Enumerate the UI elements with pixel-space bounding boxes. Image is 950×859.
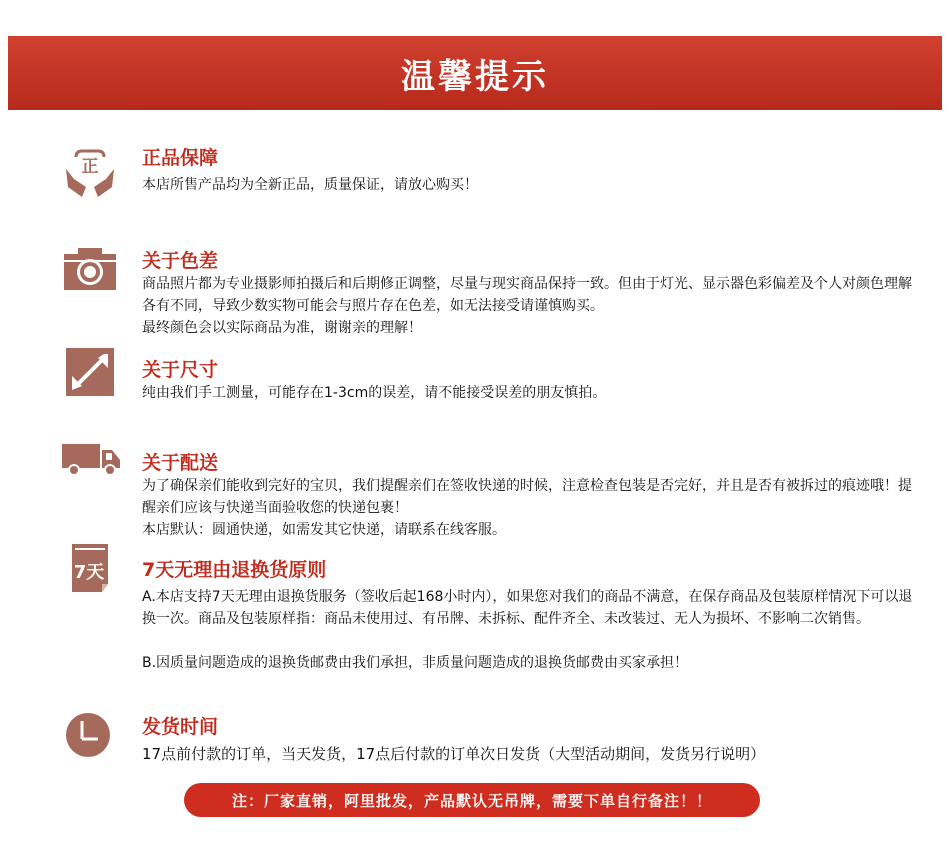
section-body: 商品照片都为专业摄影师拍摄后和后期修正调整，尽量与现实商品保持一致。但由于灯光、显示器色彩偏差及个人对颜色理解各有不同，导致少数实物可能会与照片存在色差，如无法接受请谨慎购买。 最终颜色会以实际商品为准，谢谢亲的理解！ [142, 276, 912, 336]
section-body: 纯由我们手工测量，可能存在1-3cm的误差，请不能接受误差的朋友慎拍。 [142, 385, 607, 401]
section-title: 关于尺寸 [142, 359, 219, 381]
section-title: 正品保障 [142, 147, 219, 169]
section-body: 为了确保亲们能收到完好的宝贝，我们提醒亲们在签收快递的时候，注意检查包装是否完好，并且是否有被拆过的痕迹哦！提醒亲们应该与快递当面验收您的快递包裹！ 本店默认：圆通快递，如需发其它快递，请联系在线客服。 [142, 478, 912, 538]
authentic-hands-icon [60, 143, 120, 203]
footer-note: 注：厂家直销，阿里批发，产品默认无吊牌，需要下单自行备注！！ [184, 783, 760, 817]
svg-text:7天: 7天 [73, 562, 105, 583]
delivery-truck-icon [60, 430, 122, 490]
section-body: 17点前付款的订单，当天发货，17点后付款的订单次日发货（大型活动期间，发货另行说明） [142, 745, 766, 763]
header-banner [8, 36, 942, 110]
section-title: 7天无理由退换货原则 [142, 559, 327, 581]
seven-day-return-icon [60, 540, 120, 600]
section-title: 发货时间 [142, 716, 219, 738]
section-title: 关于色差 [142, 250, 219, 272]
section-title: 关于配送 [142, 452, 219, 474]
clock-icon [60, 705, 120, 765]
section-body: A.本店支持7天无理由退换货服务（签收后起168小时内），如果您对我们的商品不满意，在保存商品及包装原样情况下可以退换一次。商品及包装原样指：商品未使用过、有吊牌、未拆标、配件齐全、未改装过、无人为损坏、不影响二次销售。 B.因质量问题造成的退换货邮费由我们承担，非质量问题造成的退换货邮费由买家承担！ [142, 589, 913, 671]
camera-icon [60, 240, 120, 300]
resize-arrow-icon [60, 342, 120, 402]
svg-text:正: 正 [81, 157, 99, 177]
page-title: 温馨提示 [401, 56, 549, 97]
section-body: 本店所售产品均为全新正品，质量保证，请放心购买！ [142, 177, 478, 193]
